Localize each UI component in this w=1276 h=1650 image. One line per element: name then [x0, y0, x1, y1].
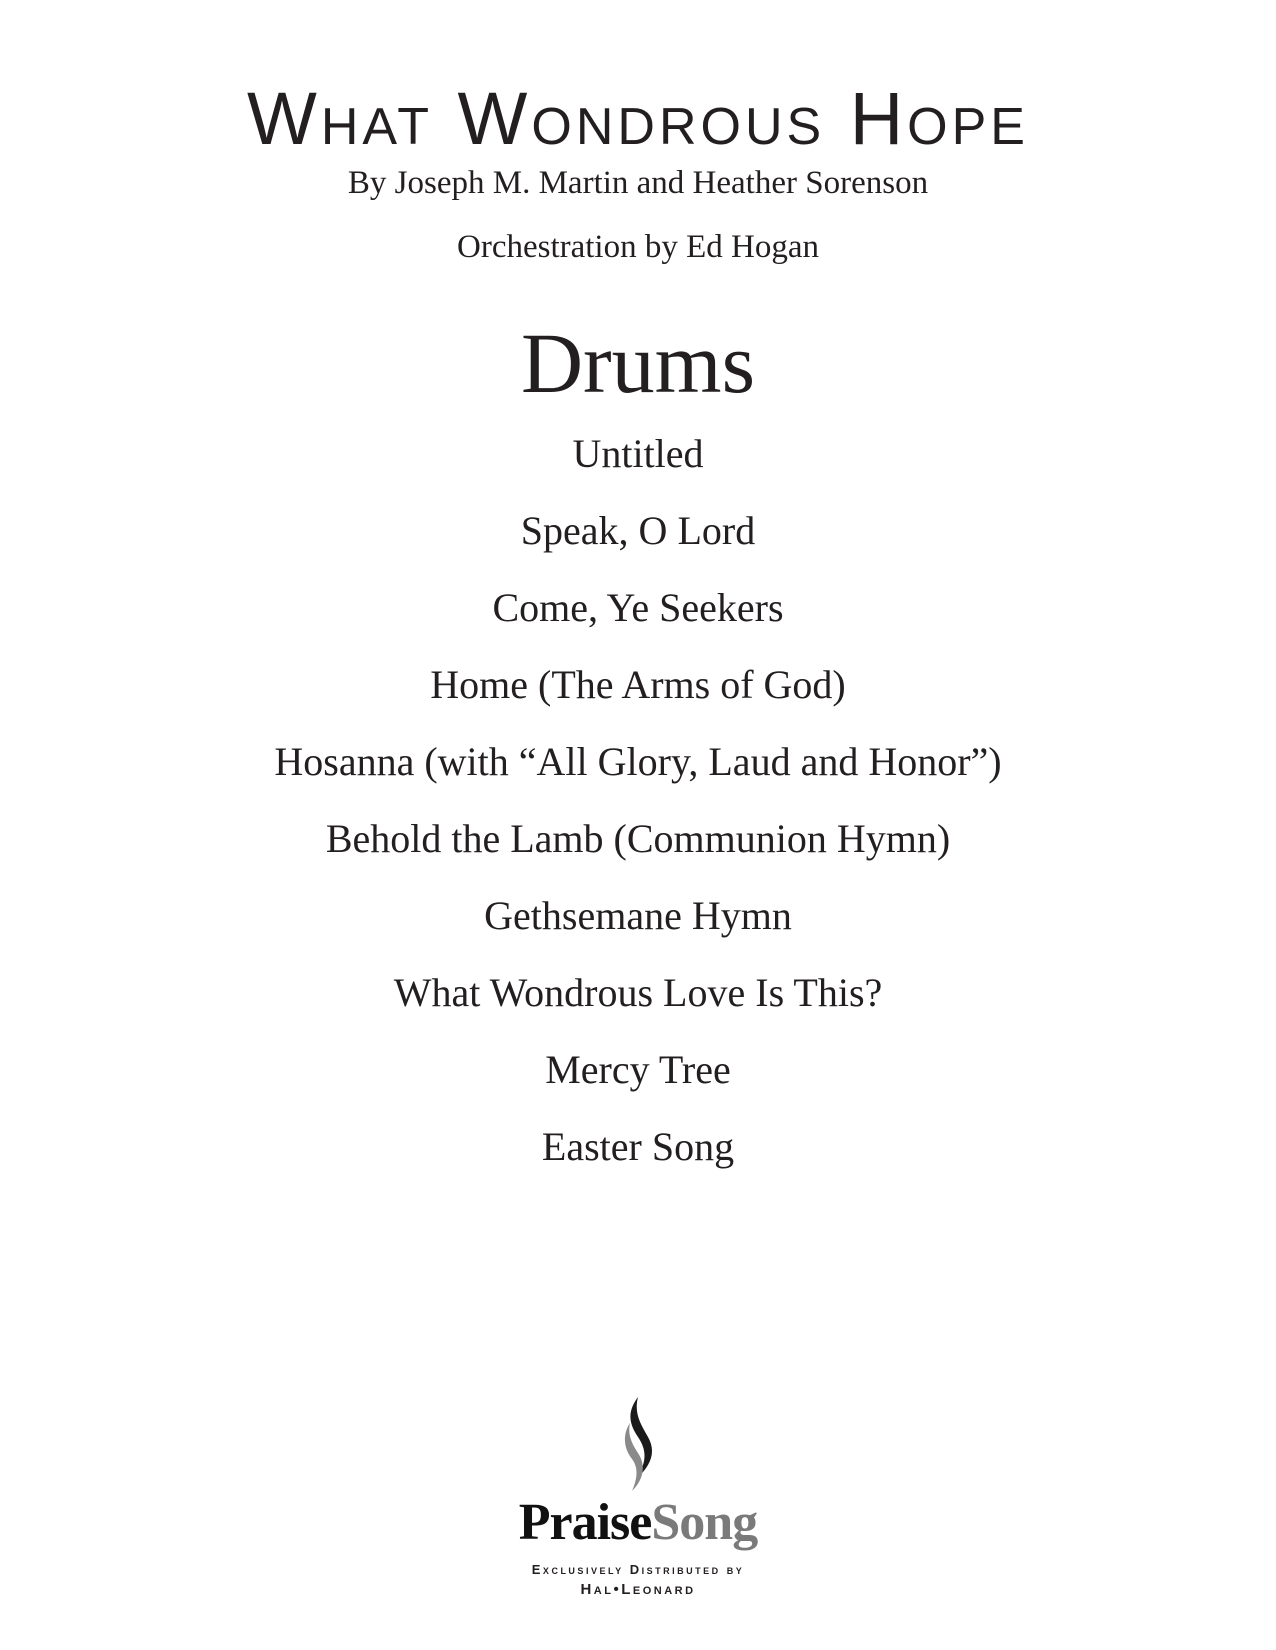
song-item: Hosanna (with “All Glory, Laud and Honor”)	[274, 739, 1002, 784]
page-title: What Wondrous Hope	[247, 77, 1029, 160]
song-item: Easter Song	[541, 1124, 735, 1169]
flame-icon	[608, 1395, 668, 1495]
publisher-name: Hal•Leonard	[580, 1581, 696, 1598]
song-list	[0, 430, 1276, 1200]
song-item: Mercy Tree	[545, 1047, 731, 1092]
song-item: Speak, O Lord	[520, 508, 756, 553]
song-item: Home (The Arms of God)	[430, 662, 846, 707]
song-item: What Wondrous Love Is This?	[393, 970, 883, 1015]
distributed-by-text: Exclusively Distributed by	[531, 1562, 745, 1577]
song-item: Gethsemane Hymn	[484, 893, 792, 938]
song-item: Come, Ye Seekers	[492, 585, 784, 630]
logo-wordmark	[0, 1494, 1276, 1551]
song-item: Behold the Lamb (Communion Hymn)	[325, 816, 951, 861]
instrument-name: Drums	[520, 315, 756, 411]
publisher-logo	[0, 1395, 1276, 1597]
composers-credit: By Joseph M. Martin and Heather Sorenson	[347, 165, 929, 201]
logo-word-praise: Praise	[518, 1494, 652, 1551]
orchestration-credit: Orchestration by Ed Hogan	[457, 229, 819, 265]
song-item: Untitled	[572, 431, 704, 476]
logo-word-song: Song	[651, 1494, 758, 1551]
